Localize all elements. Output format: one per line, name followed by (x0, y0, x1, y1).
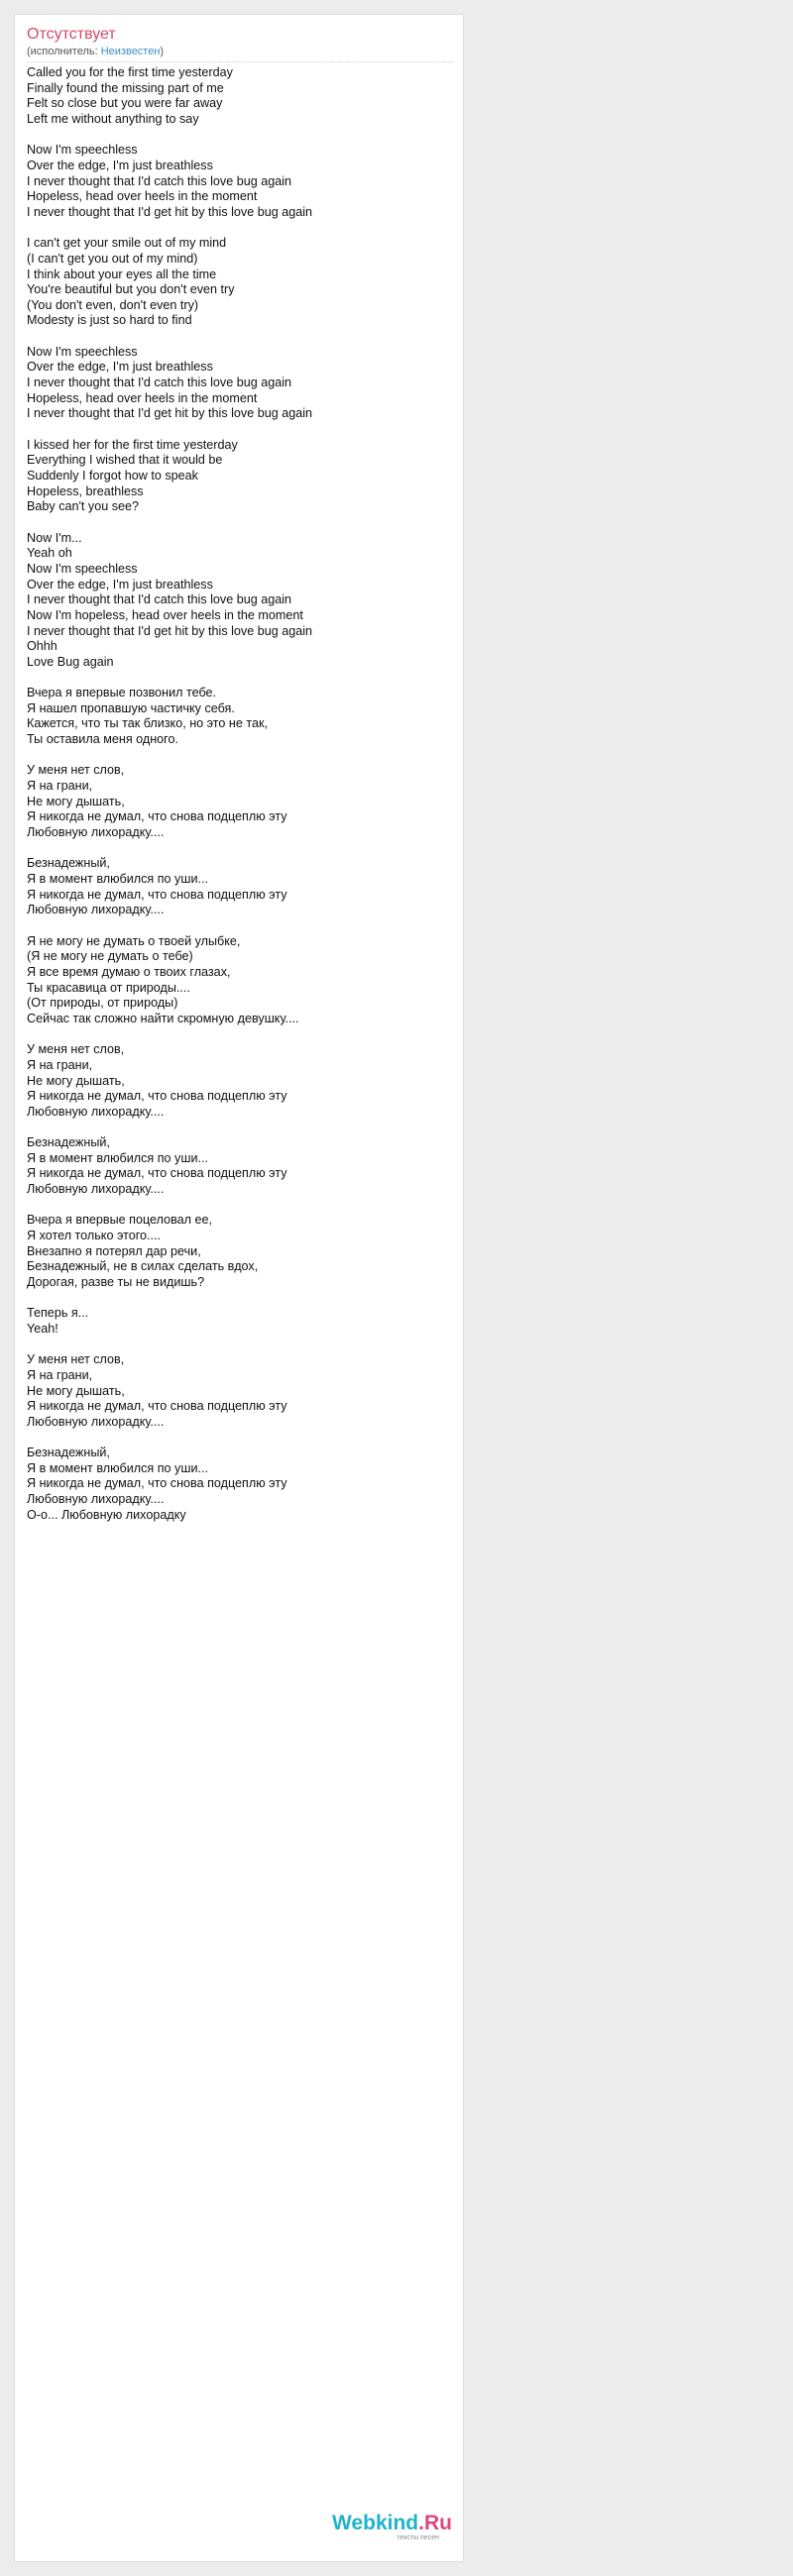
lyric-line: I kissed her for the first time yesterday (27, 437, 238, 452)
lyric-line: Я не могу не думать о твоей улыбке, (27, 933, 241, 948)
lyric-line: Вчера я впервые поцеловал ее, (27, 1213, 213, 1228)
lyric-line: Не могу дышать, (27, 1383, 125, 1398)
lyrics-stanza (27, 686, 453, 748)
lyric-line: Безнадежный, (27, 1446, 110, 1460)
lyric-line: Безнадежный, (27, 856, 110, 871)
lyrics-stanza (27, 856, 453, 918)
lyric-line: Finally found the missing part of me (27, 80, 224, 95)
lyric-line: Now I'm speechless (27, 561, 138, 576)
lyric-line: Я на грани, (27, 1367, 93, 1382)
lyric-line: Я в момент влюбился по уши... (27, 1150, 208, 1165)
artist-suffix: ) (160, 46, 165, 57)
lyric-line: Now I'm hopeless, head over heels in the moment (27, 607, 303, 622)
logo-tld-text: .Ru (418, 2512, 452, 2534)
lyric-line: I never thought that I'd catch this love bug again (27, 376, 292, 390)
artist-line (27, 45, 164, 58)
lyric-line: Любовную лихорадку.... (27, 1414, 165, 1429)
lyric-line: Yeah oh (27, 546, 72, 561)
lyric-line: I never thought that I'd get hit by this love bug again (27, 204, 313, 219)
lyric-line: Over the edge, I'm just breathless (27, 577, 213, 591)
lyric-line: Я в момент влюбился по уши... (27, 1460, 208, 1475)
lyrics-stanza (27, 531, 453, 671)
lyric-line: Felt so close but you were far away (27, 96, 223, 111)
lyric-line: (I can't get you out of my mind) (27, 251, 198, 266)
logo-wordmark (332, 2512, 452, 2535)
lyric-line: Over the edge, I'm just breathless (27, 360, 213, 375)
lyric-line: Ты красавица от природы.... (27, 980, 190, 995)
lyrics-stanza (27, 345, 453, 422)
lyric-line: Baby can't you see? (27, 499, 140, 514)
lyric-line: У меня нет слов, (27, 1352, 125, 1367)
lyrics-text (27, 65, 453, 1539)
lyric-line: Hopeless, breathless (27, 483, 144, 498)
lyric-line: Я на грани, (27, 779, 93, 794)
logo-main-text: Webkind (332, 2512, 419, 2534)
lyric-line: Сейчас так сложно найти скромную девушку.... (27, 1011, 299, 1025)
lyrics-stanza (27, 438, 453, 515)
lyric-line: Любовную лихорадку.... (27, 1182, 165, 1197)
lyric-line: Внезапно я потерял дар речи, (27, 1243, 201, 1258)
lyric-line: Безнадежный, не в силах сделать вдох, (27, 1259, 259, 1274)
lyric-line: I never thought that I'd catch this love bug again (27, 592, 292, 607)
lyrics-stanza (27, 934, 453, 1027)
lyric-line: Я никогда не думал, что снова подцеплю эту (27, 887, 287, 902)
lyric-line: You're beautiful but you don't even try (27, 282, 235, 297)
lyrics-stanza (27, 1135, 453, 1198)
song-title: Отсутствует (27, 26, 116, 43)
lyric-line: Left me without anything to say (27, 111, 199, 126)
lyric-line: (От природы, от природы) (27, 996, 178, 1011)
lyrics-card (14, 14, 464, 2562)
lyric-line: Любовную лихорадку.... (27, 825, 165, 840)
lyric-line: I never thought that I'd get hit by this love bug again (27, 406, 313, 421)
lyric-line: Не могу дышать, (27, 1073, 125, 1088)
lyric-line: Love Bug again (27, 654, 114, 669)
lyric-line: Я никогда не думал, что снова подцеплю эту (27, 1476, 287, 1491)
lyric-line: Suddenly I forgot how to speak (27, 469, 198, 483)
lyric-line: (Я не могу не думать о тебе) (27, 949, 193, 964)
lyric-line: I can't get your smile out of my mind (27, 236, 227, 251)
lyrics-stanza (27, 1352, 453, 1430)
lyric-line: Modesty is just so hard to find (27, 313, 192, 328)
lyric-line: Ты оставила меня одного. (27, 732, 178, 747)
lyric-line: Вчера я впервые позвонил тебе. (27, 686, 217, 700)
lyrics-stanza (27, 1213, 453, 1290)
lyrics-stanza (27, 763, 453, 840)
header-divider (27, 61, 453, 62)
lyric-line: Любовную лихорадку.... (27, 1492, 165, 1507)
lyrics-stanza (27, 143, 453, 220)
artist-link[interactable]: Неизвестен (100, 46, 161, 57)
lyric-line: Я никогда не думал, что снова подцеплю эту (27, 1399, 287, 1414)
lyrics-stanza (27, 1446, 453, 1523)
lyrics-stanza (27, 1306, 453, 1337)
lyric-line: I think about your eyes all the time (27, 267, 217, 281)
lyric-line: Теперь я... (27, 1306, 89, 1321)
lyric-line: Я на грани, (27, 1057, 93, 1072)
lyric-line: Now I'm speechless (27, 143, 138, 158)
lyric-line: Я никогда не думал, что снова подцеплю эту (27, 1166, 287, 1181)
lyric-line: (You don't even, don't even try) (27, 297, 199, 312)
lyric-line: Я никогда не думал, что снова подцеплю эту (27, 809, 287, 824)
artist-prefix: (исполнитель: (27, 46, 101, 57)
lyric-line: Любовную лихорадку.... (27, 1104, 165, 1119)
lyric-line: I never thought that I'd catch this love bug again (27, 173, 292, 188)
lyrics-stanza (27, 236, 453, 329)
lyric-line: Я никогда не думал, что снова подцеплю эту (27, 1089, 287, 1104)
lyric-line: Now I'm... (27, 530, 82, 545)
lyric-line: Everything I wished that it would be (27, 453, 223, 468)
lyric-line: Now I'm speechless (27, 344, 138, 359)
lyric-line: Hopeless, head over heels in the moment (27, 189, 258, 204)
lyric-line: У меня нет слов, (27, 763, 125, 778)
lyric-line: Безнадежный, (27, 1135, 110, 1150)
lyric-line: Не могу дышать, (27, 794, 125, 808)
lyric-line: У меня нет слов, (27, 1042, 125, 1057)
lyric-line: Кажется, что ты так близко, но это не так, (27, 716, 269, 731)
lyric-line: Любовную лихорадку.... (27, 903, 165, 917)
site-logo[interactable] (332, 2512, 452, 2545)
lyrics-stanza (27, 1042, 453, 1120)
lyric-line: Я все время думаю о твоих глазах, (27, 964, 231, 979)
lyric-line: Дорогая, разве ты не видишь? (27, 1275, 205, 1289)
lyric-line: Я в момент влюбился по уши... (27, 872, 208, 886)
lyric-line: Я хотел только этого.... (27, 1229, 162, 1243)
logo-tagline: тексты песен (396, 2534, 439, 2541)
lyrics-stanza (27, 65, 453, 128)
lyric-line: Over the edge, I'm just breathless (27, 158, 213, 172)
lyric-line: Я нашел пропавшую частичку себя. (27, 700, 235, 715)
lyric-line: О-о... Любовную лихорадку (27, 1507, 186, 1522)
lyric-line: Yeah! (27, 1321, 58, 1336)
lyric-line: Ohhh (27, 639, 57, 654)
lyric-line: I never thought that I'd get hit by this love bug again (27, 623, 313, 638)
lyric-line: Called you for the first time yesterday (27, 65, 233, 79)
lyric-line: Hopeless, head over heels in the moment (27, 390, 258, 405)
